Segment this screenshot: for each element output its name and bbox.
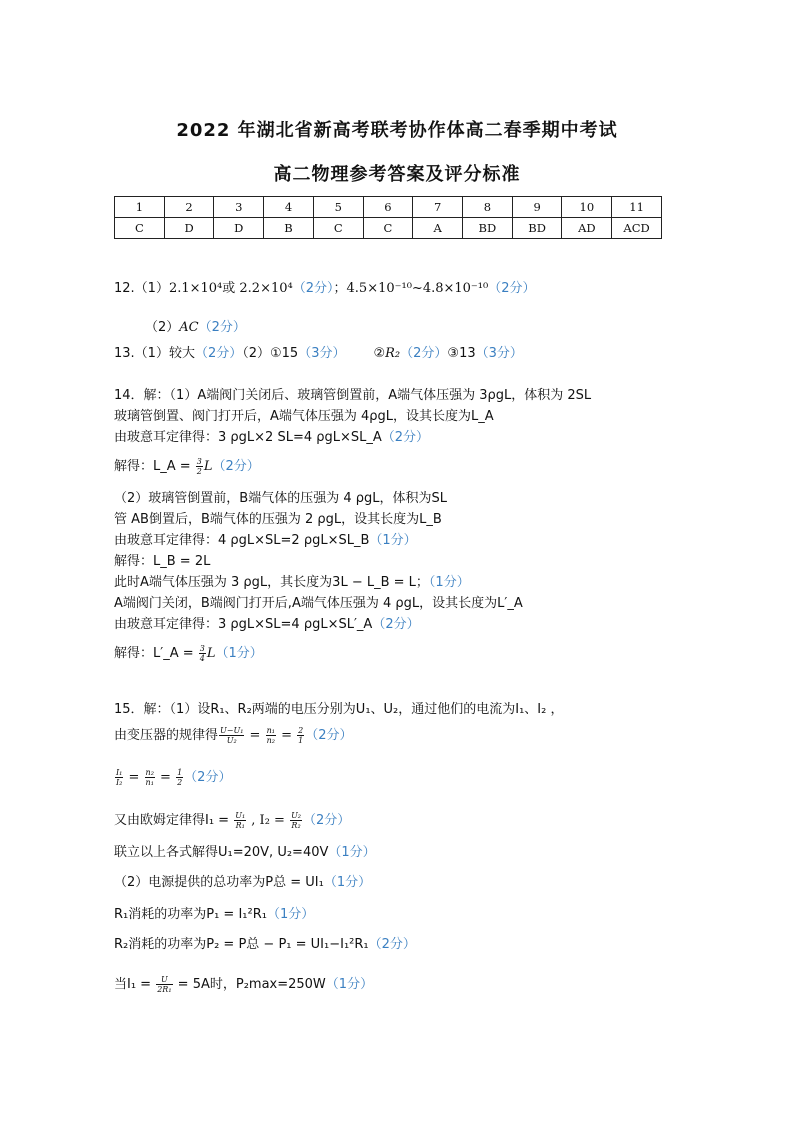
q12-part2 [145, 320, 246, 336]
denominator: 1 [298, 736, 304, 745]
q15-line6 [114, 875, 371, 891]
fraction [199, 644, 206, 663]
exam-title: 2022 年湖北省新高考联考协作体高二春季期中考试 [176, 120, 618, 141]
denominator: n₂ [266, 736, 275, 745]
denominator: U₂ [226, 736, 237, 745]
fraction [290, 811, 302, 830]
q15-line1: 15．解：（1）设R₁、R₂两端的电压分别为U₁、U₂，通过他们的电流为I₁、I₂ ， [114, 702, 564, 717]
question-number: 1 [115, 197, 165, 218]
q15-line3: $\frac{\text{I₁}}{\text{I₂}}$ = $\frac{\text{n₂}}{\text{n₁}}$ = $\frac{1}{2}$ （2分） [116, 768, 232, 787]
q14-line6: 管 AB倒置后，B端气体的压强为 2 ρgL，设其长度为L_B [114, 512, 442, 527]
answer-cell: C [363, 218, 413, 239]
q14-equation: 由玻意耳定律得：3 ρgL×SL=4 ρgL×SL′_A [114, 617, 373, 632]
score: （1分） [323, 875, 372, 890]
q12-part1 [114, 281, 536, 297]
q14-equation: 由玻意耳定律得：3 ρgL×2 SL=4 ρgL×SL_A [114, 430, 382, 445]
denominator: 2 [177, 778, 183, 787]
numerator: 2 [298, 726, 304, 735]
separator: ； [333, 281, 347, 296]
q15-line5 [114, 845, 376, 861]
numerator: 3 [199, 644, 205, 653]
question-number: 5 [313, 197, 363, 218]
question-number: 6 [363, 197, 413, 218]
numerator: I₁ [116, 768, 123, 777]
q14-line12 [114, 644, 263, 663]
denominator: 2R₁ [157, 985, 172, 994]
denominator: I₂ [116, 778, 123, 787]
fraction [196, 457, 203, 476]
question-number-row [115, 197, 662, 218]
score: （2分） [198, 320, 246, 335]
denominator: n₁ [145, 778, 154, 787]
q15-text: R₂消耗的功率为P₂ = P总 − P₁ = UI₁−I₁²R₁ [114, 937, 369, 952]
score: （1分） [369, 533, 417, 548]
q14-line1: 14．解：（1）A端阀门关闭后、玻璃管倒置前，A端气体压强为 3ρgL，体积为 2SL [114, 388, 592, 403]
fraction [145, 768, 155, 787]
score: （2分） [303, 813, 351, 828]
score: （2分） [488, 281, 536, 296]
q15-text: 由变压器的规律得 [114, 728, 219, 743]
q14-line4 [114, 457, 260, 476]
q13-part3-answer: R₂ [385, 346, 401, 361]
answer-row [115, 218, 662, 239]
q14-line8: 解得：L_B = 2L [114, 554, 211, 569]
q14-line10: A端阀门关闭，B端阀门打开后,A端气体压强为 4 ρgL，设其长度为L′_A [114, 596, 523, 611]
numerator: U₁ [235, 811, 246, 820]
score: （1分） [325, 977, 374, 992]
variable: L [203, 459, 213, 474]
q13-line [114, 346, 523, 362]
score: （3分） [298, 346, 346, 361]
q12-answer-b: 4.5×10⁻¹⁰~4.8×10⁻¹⁰ [346, 281, 489, 296]
q13-part2: （2）①15 [242, 346, 299, 361]
q12-answer-a: 2.1×10⁴或 2.2×10⁴ [168, 281, 293, 296]
q15-text: （2）电源提供的总功率为P总 = UI₁ [114, 875, 324, 890]
q13-part4: ③13 [447, 346, 476, 361]
numerator: U [156, 975, 172, 985]
question-number: 8 [463, 197, 513, 218]
q15-line7 [114, 907, 314, 923]
variable: L [206, 646, 216, 661]
q12-part2-label: （2） [145, 320, 180, 335]
score: （1分） [215, 646, 263, 661]
score: （2分） [212, 459, 260, 474]
answer-cell: AD [562, 218, 612, 239]
score: （2分） [292, 281, 334, 296]
answer-cell: B [264, 218, 314, 239]
q12-label: 12.（1） [114, 281, 169, 296]
question-number: 10 [562, 197, 612, 218]
question-number: 11 [612, 197, 662, 218]
numerator: U₂ [291, 811, 302, 820]
q15-text: 又由欧姆定律得I₁ = [114, 813, 234, 828]
q14-line2: 玻璃管倒置、阀门打开后，A端气体压强为 4ρgL，设其长度为L_A [114, 409, 494, 424]
score: （2分） [372, 617, 420, 632]
fraction [156, 975, 172, 994]
q14-solution-label: 解得：L′_A = [114, 646, 198, 661]
fraction [115, 768, 123, 787]
question-number: 9 [512, 197, 562, 218]
q13-part3-label: ② [373, 346, 386, 361]
score: （2分） [194, 346, 243, 361]
question-number: 3 [214, 197, 264, 218]
score: （2分） [184, 770, 232, 785]
answer-table [114, 196, 662, 239]
q15-line4 [114, 811, 350, 830]
fraction [176, 768, 183, 787]
q14-line7 [114, 533, 417, 549]
answer-cell: BD [512, 218, 562, 239]
answer-cell: ACD [612, 218, 662, 239]
answer-cell: A [413, 218, 463, 239]
q14-line3 [114, 430, 429, 446]
denominator: 4 [199, 654, 205, 663]
numerator: n₂ [145, 768, 154, 777]
score: （1分） [428, 575, 470, 590]
answer-key-title: 高二物理参考答案及评分标准 [273, 164, 521, 185]
fraction [297, 726, 304, 745]
answer-cell: D [164, 218, 214, 239]
q15-text: R₁消耗的功率为P₁ = I₁²R₁ [114, 907, 267, 922]
q15-text: 联立以上各式解得U₁=20V, U₂=40V [114, 845, 329, 860]
answer-cell: C [115, 218, 165, 239]
score: （2分） [305, 728, 353, 743]
denominator: R₁ [235, 821, 245, 830]
q15-text: , I₂ = [247, 813, 290, 828]
score: （2分） [400, 346, 448, 361]
q14-equation: 由玻意耳定律得：4 ρgL×SL=2 ρgL×SL_B [114, 533, 370, 548]
score: （1分） [266, 907, 315, 922]
q15-text: 当I₁ = [114, 977, 156, 992]
fraction [219, 726, 244, 745]
q14-line11 [114, 617, 420, 633]
numerator: U−U₁ [220, 726, 244, 735]
q15-line2: 由变压器的规律得 $\frac{\text{U−U₁}}{\text{U₂}}$ = $\frac{\text{n₁}}{\text{n₂}}$ = $\frac{2}{1}$ （2分） [114, 726, 353, 745]
q14-line5: （2）玻璃管倒置前，B端气体的压强为 4 ρgL，体积为SL [114, 491, 447, 506]
fraction [266, 726, 276, 745]
question-number: 4 [264, 197, 314, 218]
q15-text: = 5A时，P₂max=250W [173, 977, 326, 992]
q15-line8 [114, 937, 416, 953]
score: （2分） [368, 937, 416, 952]
answer-cell: C [313, 218, 363, 239]
q14-solution-label: 解得：L_A = [114, 459, 195, 474]
q14-text: 此时A端气体压强为 3 ρgL，其长度为3L − L_B = L； [114, 575, 429, 590]
answer-cell: BD [463, 218, 513, 239]
numerator: n₁ [266, 726, 275, 735]
q15-line9 [114, 975, 373, 994]
numerator: 3 [196, 457, 202, 466]
score: （1分） [328, 845, 376, 860]
answer-cell: D [214, 218, 264, 239]
question-number: 2 [164, 197, 214, 218]
score: （2分） [381, 430, 430, 445]
denominator: R₂ [291, 821, 301, 830]
q12-part2-answer: AC [179, 320, 199, 335]
score: （3分） [475, 346, 523, 361]
q13-part1: 13.（1）较大 [114, 346, 195, 361]
fraction [234, 811, 246, 830]
denominator: 2 [196, 467, 202, 476]
question-number: 7 [413, 197, 463, 218]
numerator: 1 [177, 768, 183, 777]
q14-line9 [114, 575, 470, 591]
